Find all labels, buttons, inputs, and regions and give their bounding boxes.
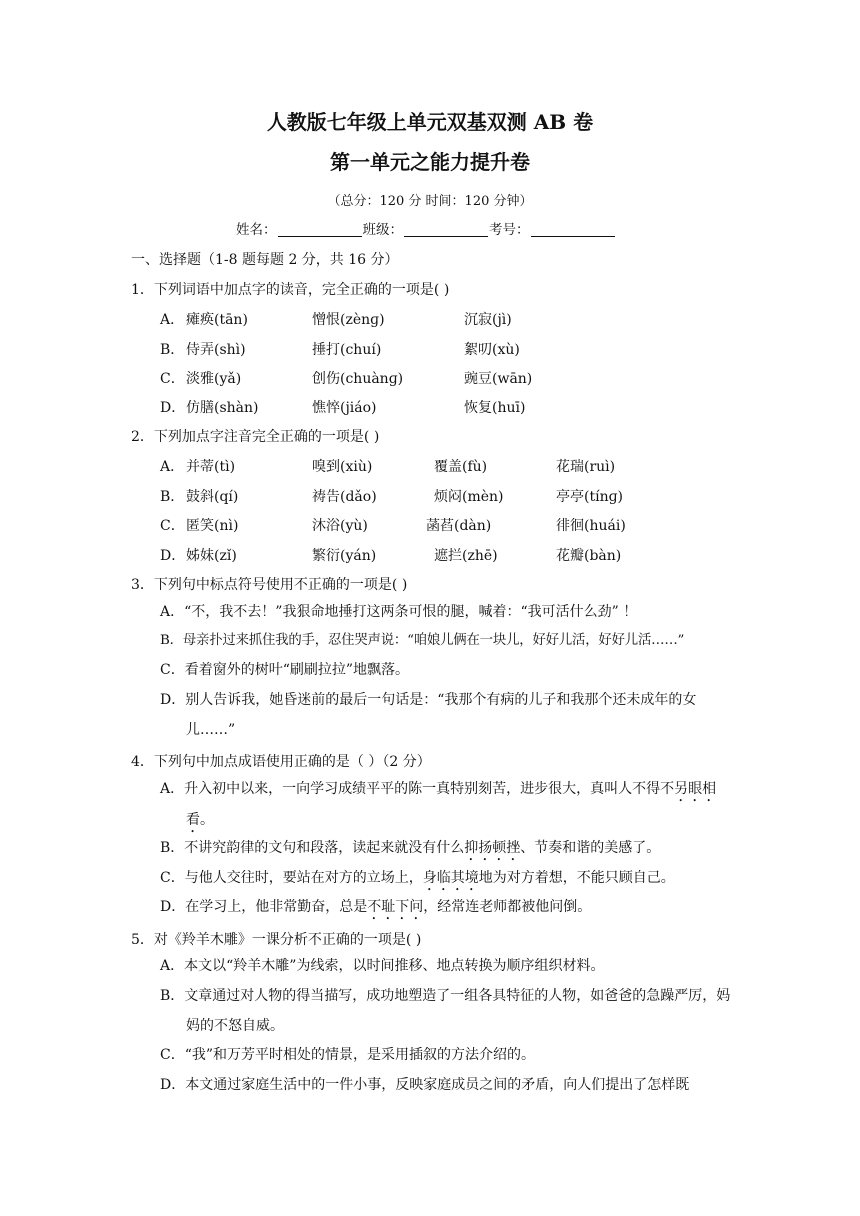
q3-option-b[interactable] [160,626,732,656]
q1d-word-2: 憔悴(jiáo) [312,400,377,416]
q5b-text: 文章通过对人物的得当描写，成功地塑造了一组各具特征的人物，如爸爸的急躁严厉，妈妈的不怒自威。 [184,988,731,1034]
q2d-word-4: 花瓣(bàn) [556,548,622,564]
exam-no-label: 考号： [489,222,530,238]
class-label: 班级： [362,222,403,238]
q3c-text: 看着窗外的树叶“刷刷拉拉”地飘落。 [184,662,410,678]
option-label: B． [160,342,185,358]
q4-option-d[interactable] [160,892,732,923]
q1-option-d[interactable] [160,397,526,417]
q2d-word-2: 繁衍(yán) [312,548,377,564]
q4d-text-post: ，经常连老师都被他问倒。 [423,899,592,915]
q4c-idiom: 身临其境 [422,870,479,886]
q1b-word-1: 侍弄(shì) [186,342,246,358]
q5-option-d[interactable] [160,1070,732,1100]
q3-option-d[interactable] [160,685,732,745]
option-label: D． [160,400,186,416]
q1b-word-3: 絮叨(xù) [464,342,520,358]
q2b-word-2: 祷告(dǎo) [312,489,377,505]
q2d-word-3: 遮拦(zhē) [434,548,498,564]
q5d-text: 本文通过家庭生活中的一件小事，反映家庭成员之间的矛盾，向人们提出了怎样既 [185,1077,690,1093]
option-label: A． [160,459,185,475]
option-label: D． [160,1077,186,1093]
q1-option-b[interactable] [160,339,520,359]
name-label: 姓名： [236,222,277,238]
q4b-text-pre: 不讲究韵律的文句和段落，读起来就没有什么 [184,840,465,856]
student-info-line [236,218,616,238]
paper-subtitle: 第一单元之能力提升卷 [330,150,530,174]
option-label: A． [160,604,185,620]
q1c-word-1: 淡雅(yǎ) [186,371,242,387]
q3a-text: “不，我不去！”我狠命地捶打这两条可恨的腿，喊着：“我可活什么劲” ！ [184,604,638,620]
q2d-word-1: 姊妹(zǐ) [186,548,237,564]
option-label: C． [160,371,185,387]
question-3-stem: 3．下列句中标点符号使用不正确的一项是( ) [131,577,408,593]
q1d-word-1: 仿膳(shàn) [186,400,259,416]
q2-option-c[interactable] [160,515,626,535]
option-label: A． [160,958,185,974]
q2c-word-4: 徘徊(huái) [556,518,626,534]
q2b-word-3: 烦闷(mèn) [434,489,504,505]
paper-title: 人教版七年级上单元双基双测 AB 卷 [266,110,594,134]
q5-option-a[interactable] [160,951,732,981]
q1c-word-2: 创伤(chuànɡ) [312,371,404,387]
option-label: B． [160,840,185,856]
q3-option-c[interactable] [160,655,732,685]
question-1-stem: 1．下列词语中加点字的读音，完全正确的一项是( ) [131,282,450,298]
question-5-stem: 5．对《羚羊木雕》一课分析不正确的一项是( ) [131,932,422,948]
q2c-word-3: 菡萏(dàn) [426,518,492,534]
option-label: A． [160,312,185,328]
q4d-idiom: 不耻下问 [367,899,424,915]
option-label: C． [160,1047,185,1063]
q3b-text: 母亲扑过来抓住我的手，忍住哭声说：“咱娘儿俩在一块儿，好好儿活，好好儿活……” [182,633,685,648]
exam-meta: （总分：120 分 时间：120 分钟） [327,194,533,209]
q4c-text-pre: 与他人交往时，要站在对方的立场上， [184,870,423,886]
q4c-text-post: 地为对方着想，不能只顾自己。 [478,870,675,886]
q2a-word-2: 嗅到(xiù) [312,459,373,475]
q4b-idiom: 抑扬顿挫 [464,840,521,856]
option-label: C． [160,662,185,678]
q5a-text: 本文以“羚羊木雕”为线索，以时间推移、地点转换为顺序组织材料。 [184,958,605,974]
q1-option-a[interactable] [160,309,512,329]
q4-option-a[interactable] [160,774,732,836]
exam-no-blank[interactable] [531,236,615,237]
q4d-text-pre: 在学习上，他非常勤奋，总是 [185,899,368,915]
q5-option-b[interactable] [160,981,732,1041]
option-label: B． [160,489,185,505]
q4b-text-post: 、节奏和谐的美感了。 [520,840,661,856]
question-4-stem: 4．下列句中加点成语使用正确的是（ ）（2 分） [131,754,431,770]
q1a-word-2: 憎恨(zènɡ) [312,312,385,328]
q4-option-b[interactable] [160,833,732,864]
q1a-word-1: 瘫痪(tān) [186,312,248,328]
q2a-word-3: 覆盖(fù) [434,459,488,475]
q3-option-a[interactable] [160,597,732,627]
option-label: C． [160,518,185,534]
q1b-word-2: 捶打(chuí) [312,342,382,358]
q2b-word-4: 亭亭(tínɡ) [556,489,624,505]
q3d-text: 别人告诉我，她昏迷前的最后一句话是：“我那个有病的儿子和我那个还未成年的女儿……” [185,692,697,738]
q1-option-c[interactable] [160,368,533,388]
q2-option-a[interactable] [160,456,616,476]
class-blank[interactable] [404,236,488,237]
q4-option-c[interactable] [160,863,732,894]
option-label: C． [160,870,185,886]
q4a-text-pre: 升入初中以来，一向学习成绩平平的陈一真特别刻苦，进步很大，真叫人不得不 [184,781,675,797]
q1d-word-3: 恢复(huī) [464,400,526,416]
q2a-word-1: 并蒂(tì) [186,459,236,475]
q4a-text-post: 。 [200,812,214,828]
option-label: B． [160,988,185,1004]
option-label: B． [160,633,183,648]
q2-option-b[interactable] [160,486,624,506]
q2c-word-1: 匿笑(nì) [186,518,239,534]
q2c-word-2: 沐浴(yù) [312,518,368,534]
q1a-word-3: 沉寂(jì) [464,312,512,328]
q2b-word-1: 鼓斜(qí) [186,489,239,505]
q1c-word-3: 豌豆(wān) [464,371,533,387]
q4a-idiom: 另眼相看 [186,781,717,828]
q2-option-d[interactable] [160,545,622,565]
option-label: D． [160,548,186,564]
option-label: D． [160,692,186,708]
q2a-word-4: 花瑞(ruì) [556,459,616,475]
section-title: 一、选择题（1-8 题每题 2 分，共 16 分） [131,252,399,268]
option-label: A． [160,781,185,797]
q5-option-c[interactable] [160,1040,732,1070]
q5c-text: “我”和万芳平时相处的情景，是采用插叙的方法介绍的。 [184,1047,536,1063]
name-blank[interactable] [278,236,362,237]
question-2-stem: 2．下列加点字注音完全正确的一项是( ) [131,429,380,445]
option-label: D． [160,899,186,915]
